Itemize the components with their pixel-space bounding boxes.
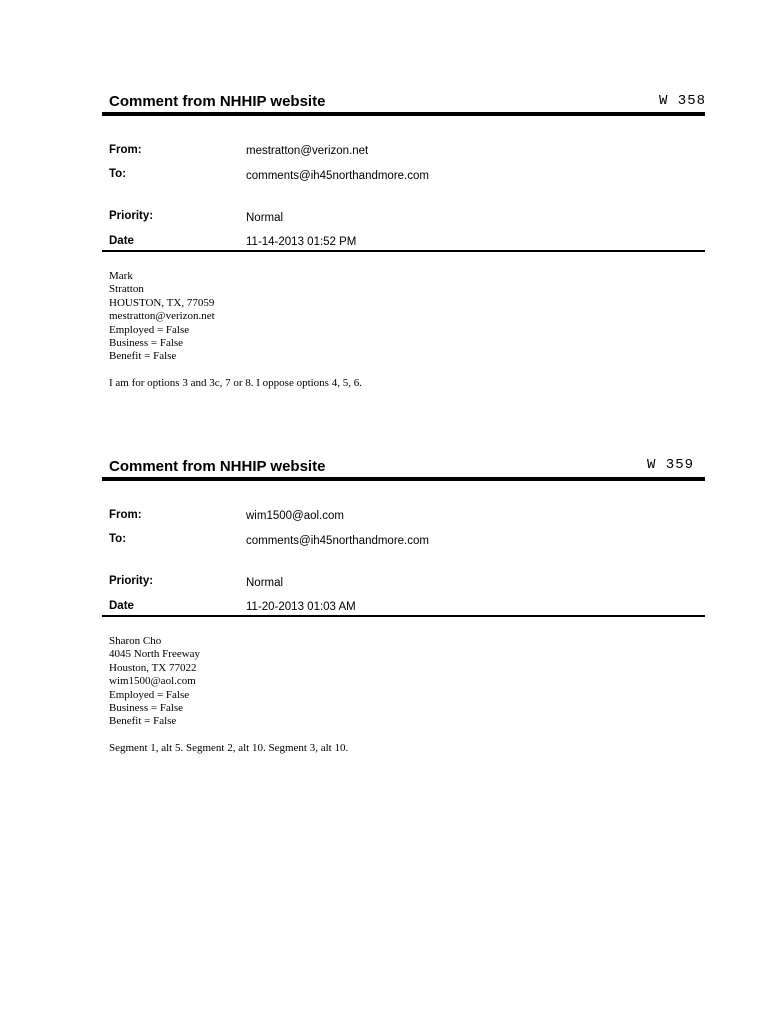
body-line: Sharon Cho xyxy=(109,635,162,647)
body-line: Employed = False xyxy=(109,688,190,701)
to-value: comments@ih45northandmore.com xyxy=(246,535,429,547)
from-value: wim1500@aol.com xyxy=(246,510,344,522)
meta-divider xyxy=(102,615,705,617)
priority-label: Priority: xyxy=(109,575,154,587)
to-label: To: xyxy=(109,168,127,180)
from-label: From: xyxy=(109,509,142,521)
body-line: Benefit = False xyxy=(109,350,177,363)
priority-value: Normal xyxy=(246,577,284,589)
record-title: Comment from NHHIP website xyxy=(109,458,326,475)
from-value: mestratton@verizon.net xyxy=(246,145,369,157)
body-line: Stratton xyxy=(109,283,144,296)
date-value: 11-14-2013 01:52 PM xyxy=(246,236,357,248)
header-divider xyxy=(102,112,705,116)
from-label: From: xyxy=(109,144,142,156)
body-line: Business = False xyxy=(109,337,184,350)
submitter-details xyxy=(109,270,215,364)
body-line: Houston, TX 77022 xyxy=(109,661,197,674)
body-line: HOUSTON, TX, 77059 xyxy=(109,296,215,309)
bates-stamp: W 359 xyxy=(647,457,695,473)
body-line: Mark xyxy=(109,270,133,282)
header-divider xyxy=(102,477,705,481)
to-value: comments@ih45northandmore.com xyxy=(246,170,429,182)
priority-value: Normal xyxy=(246,212,284,224)
date-value: 11-20-2013 01:03 AM xyxy=(246,601,356,613)
date-label: Date xyxy=(109,600,134,612)
meta-divider xyxy=(102,250,705,252)
submitter-details xyxy=(109,635,200,729)
date-label: Date xyxy=(109,235,134,247)
body-line: Employed = False xyxy=(109,323,190,336)
comment-text: I am for options 3 and 3c, 7 or 8. I oppose options 4, 5, 6. xyxy=(109,377,362,389)
body-line: mestratton@verizon.net xyxy=(109,310,215,323)
to-label: To: xyxy=(109,533,127,545)
body-line: Business = False xyxy=(109,702,184,715)
body-line: wim1500@aol.com xyxy=(109,675,196,688)
body-line: Benefit = False xyxy=(109,715,177,728)
bates-stamp: W 358 xyxy=(659,93,707,109)
record-title: Comment from NHHIP website xyxy=(109,93,326,110)
comment-text: Segment 1, alt 5. Segment 2, alt 10. Segment 3, alt 10. xyxy=(109,742,349,754)
body-line: 4045 North Freeway xyxy=(109,648,201,661)
priority-label: Priority: xyxy=(109,210,154,222)
